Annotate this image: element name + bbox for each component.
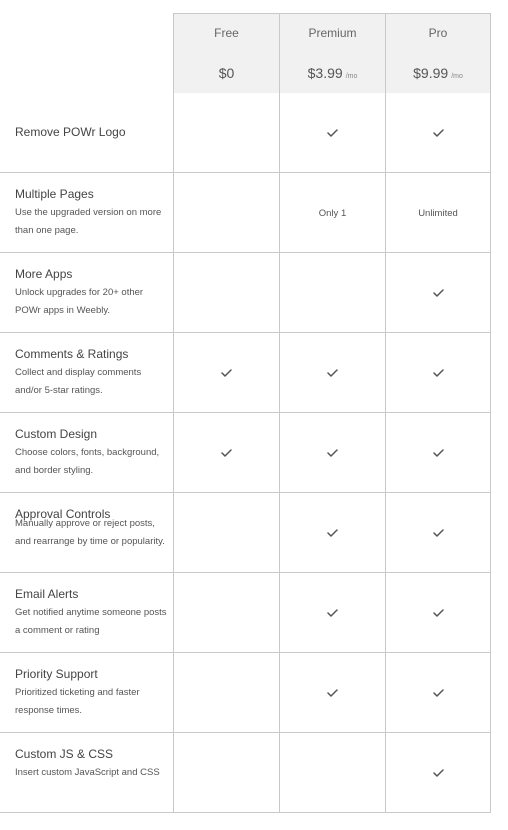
plan-cell-free	[173, 333, 279, 413]
feature-row	[0, 733, 491, 813]
plan-cell-premium	[279, 573, 385, 653]
feature-description: Choose colors, fonts, background, and border styling.	[15, 447, 160, 476]
feature-info	[15, 413, 173, 492]
check-icon	[433, 449, 444, 457]
plan-cell-premium	[279, 253, 385, 333]
plan-cell-pro	[385, 173, 491, 253]
plan-name: Premium	[308, 26, 357, 40]
feature-description: Use the upgraded version on more than one page.	[15, 207, 162, 236]
plan-cell-premium	[279, 493, 385, 573]
plan-cell-text: Only 1	[318, 207, 347, 219]
feature-description: Insert custom JavaScript and CSS	[15, 767, 160, 778]
feature-title: Email Alerts	[15, 587, 79, 601]
plan-cell-premium	[279, 733, 385, 813]
feature-rows	[0, 93, 491, 813]
check-icon	[433, 129, 444, 137]
plan-price	[174, 65, 279, 81]
feature-row	[0, 653, 491, 733]
plan-cell-free	[173, 93, 279, 173]
check-icon	[433, 689, 444, 697]
check-icon	[433, 609, 444, 617]
check-icon	[433, 769, 444, 777]
check-icon	[327, 689, 338, 697]
feature-title: Multiple Pages	[15, 187, 94, 201]
check-icon	[433, 289, 444, 297]
feature-description: Prioritized ticketing and faster response times.	[15, 687, 140, 716]
feature-row	[0, 253, 491, 333]
feature-info	[15, 333, 173, 412]
feature-info	[15, 93, 173, 172]
plan-price-value: $0	[218, 65, 235, 81]
plan-cell-free	[173, 653, 279, 733]
plan-cell-free	[173, 413, 279, 493]
plan-name: Free	[214, 26, 239, 40]
plan-cell-free	[173, 253, 279, 333]
feature-title: Approval Controls	[15, 507, 111, 521]
plan-cell-pro	[385, 573, 491, 653]
plan-cell-premium	[279, 93, 385, 173]
plan-cell-pro	[385, 333, 491, 413]
plan-cell-pro	[385, 93, 491, 173]
plan-cell-premium	[279, 653, 385, 733]
feature-title: Remove POWr Logo	[15, 125, 126, 139]
plan-header-pro	[385, 13, 491, 93]
feature-row	[0, 413, 491, 493]
feature-description: Unlock upgrades for 20+ other POWr apps in Weebly.	[15, 287, 144, 316]
feature-info	[15, 253, 173, 332]
plan-cell-premium	[279, 413, 385, 493]
feature-info	[15, 173, 173, 252]
plan-cell-free	[173, 173, 279, 253]
plan-cell-premium	[279, 333, 385, 413]
feature-info	[15, 653, 173, 732]
check-icon	[327, 609, 338, 617]
check-icon	[327, 129, 338, 137]
feature-title: Comments & Ratings	[15, 347, 129, 361]
check-icon	[433, 369, 444, 377]
plan-cell-pro	[385, 653, 491, 733]
feature-row	[0, 93, 491, 173]
plan-price-value: $9.99	[413, 65, 449, 81]
feature-title: Custom JS & CSS	[15, 747, 114, 761]
feature-title: Custom Design	[15, 427, 98, 441]
plan-name: Pro	[428, 26, 448, 40]
feature-info	[15, 493, 173, 572]
check-icon	[221, 449, 232, 457]
feature-row	[0, 573, 491, 653]
plan-price	[386, 65, 490, 81]
plan-cell-free	[173, 493, 279, 573]
feature-row	[0, 333, 491, 413]
check-icon	[221, 369, 232, 377]
feature-row	[0, 493, 491, 573]
plan-header-free	[173, 13, 279, 93]
feature-row	[0, 173, 491, 253]
plan-cell-pro	[385, 733, 491, 813]
feature-info	[15, 733, 173, 812]
plan-cell-premium	[279, 173, 385, 253]
check-icon	[433, 529, 444, 537]
feature-title: More Apps	[15, 267, 73, 281]
plan-cell-pro	[385, 493, 491, 573]
feature-description: Collect and display comments and/or 5-star ratings.	[15, 367, 142, 396]
plan-price	[280, 65, 385, 81]
feature-description: Manually approve or reject posts, and rearrange by time or popularity.	[15, 518, 165, 547]
plan-cell-pro	[385, 253, 491, 333]
check-icon	[327, 369, 338, 377]
pricing-table	[0, 13, 491, 813]
check-icon	[327, 529, 338, 537]
plan-cell-free	[173, 733, 279, 813]
plan-price-unit: /mo	[451, 73, 463, 80]
plan-cell-pro	[385, 413, 491, 493]
plan-cell-text: Unlimited	[418, 207, 458, 219]
plan-header-row	[0, 13, 491, 93]
feature-title: Priority Support	[15, 667, 98, 681]
plan-price-value: $3.99	[307, 65, 343, 81]
feature-description: Get notified anytime someone posts a comment or rating	[15, 607, 167, 636]
plan-price-unit: /mo	[345, 73, 358, 80]
check-icon	[327, 449, 338, 457]
plan-cell-free	[173, 573, 279, 653]
plan-header-premium	[279, 13, 385, 93]
feature-info	[15, 573, 173, 652]
